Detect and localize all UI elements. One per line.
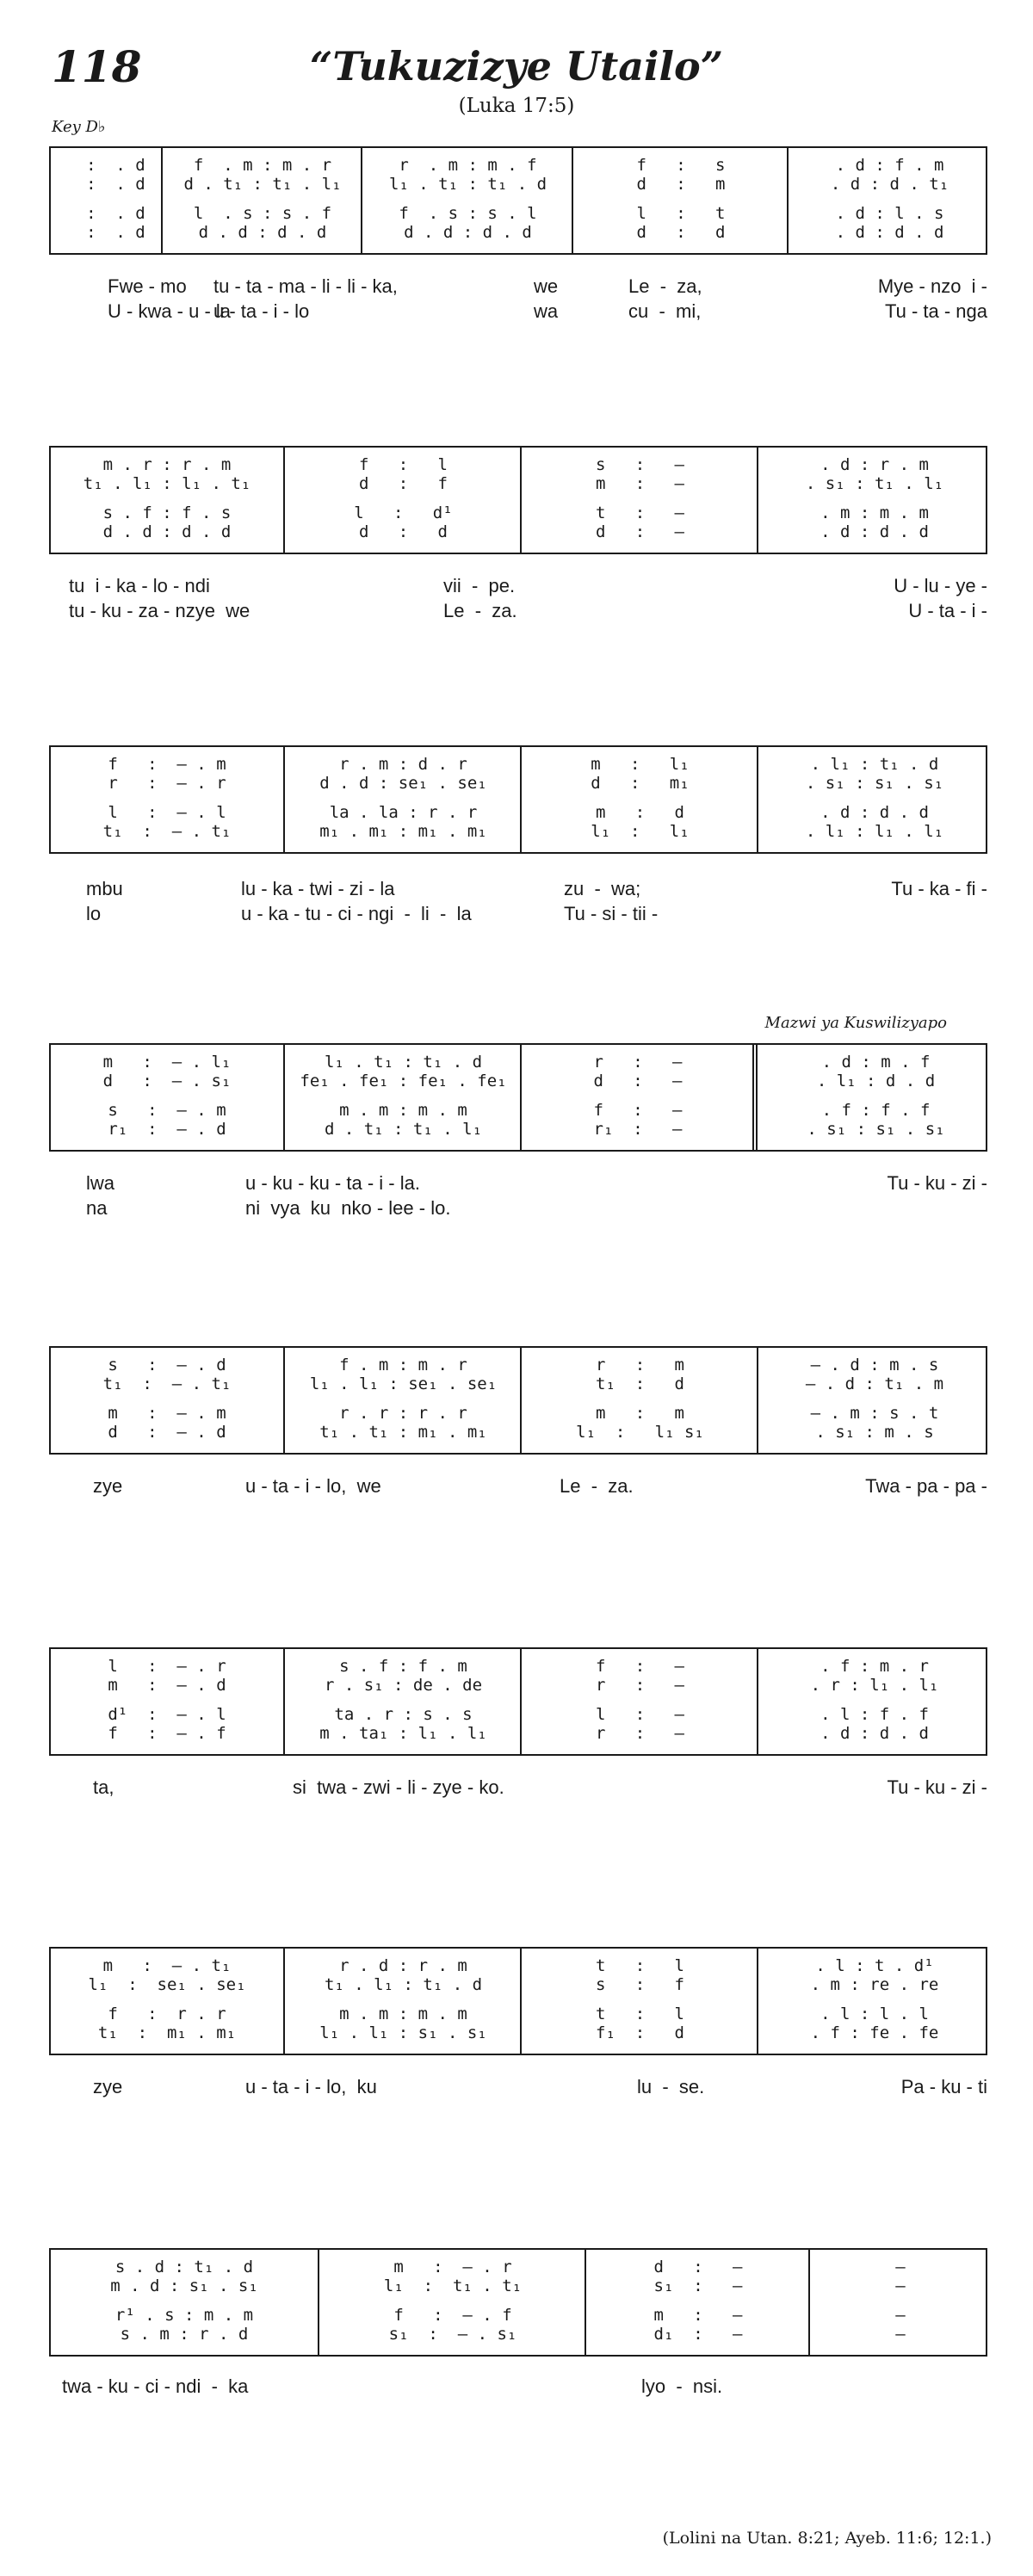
voice-part: m : d	[596, 803, 684, 822]
measure	[361, 148, 573, 253]
measure	[757, 448, 991, 553]
voice-part: t₁ : m₁ . m₁	[97, 2023, 237, 2042]
voice-part: . l : f . f	[820, 1705, 929, 1724]
voice-part: r₁ : – . d	[108, 1120, 226, 1139]
voice-part: d : d	[636, 223, 726, 242]
voice-part: l : – . l	[108, 803, 226, 822]
voice-part: d : —	[596, 522, 684, 541]
voice-part: . l₁ : d . d	[816, 1072, 936, 1090]
voice-part: l₁ . l₁ : s₁ . s₁	[319, 2023, 487, 2042]
lyric-segment: lu - se.	[637, 2076, 705, 2097]
voice-part: m . m : m . m	[339, 2005, 467, 2023]
lyric-segment: tu - ta - ma - li - li - ka,	[213, 275, 398, 297]
measure	[51, 2250, 318, 2355]
lyric-segment: u - ta - i - lo	[213, 300, 310, 322]
measure	[572, 148, 789, 253]
voice-part: . d : l . s	[835, 204, 944, 223]
lyric-segment: na	[86, 1197, 108, 1219]
measure	[520, 1348, 758, 1453]
verse-line	[0, 1473, 1033, 1499]
measure	[51, 148, 161, 253]
voice-part: m . r : r . m	[102, 455, 232, 474]
voice-part: . d : f . m	[835, 156, 944, 175]
voice-part: d : d	[359, 522, 448, 541]
voice-part: . l : t . d¹	[815, 1956, 934, 1975]
measure	[283, 1949, 522, 2054]
voice-part: f : l	[359, 455, 448, 474]
measure	[51, 1649, 283, 1754]
voice-part: f : r . r	[108, 2005, 226, 2023]
voice-part: r¹ . s : m . m	[114, 2306, 254, 2325]
verse-line	[0, 1195, 1033, 1221]
voice-part: . d : d . d	[820, 522, 929, 541]
lyric-segment: zye	[93, 1475, 123, 1497]
verse-line	[0, 2074, 1033, 2100]
voice-part: . f : m . r	[820, 1657, 929, 1676]
lyric-segment: ni vya ku nko - lee - lo.	[245, 1197, 451, 1219]
voice-part: . d : m . f	[821, 1053, 931, 1072]
voice-part: . d : d . t₁	[830, 175, 949, 194]
voice-part: . l₁ : t₁ . d	[810, 755, 939, 774]
voice-part: d : m	[636, 175, 726, 194]
measure	[520, 747, 758, 852]
voice-part: d . d : d . d	[198, 223, 327, 242]
voice-part: f . s : s . l	[399, 204, 537, 223]
lyric-segment: wa	[534, 300, 559, 322]
lyric-segment: U - ta - i -	[908, 600, 987, 621]
measure	[585, 2250, 810, 2355]
voice-part: m . ta₁ : l₁ . l₁	[319, 1724, 487, 1743]
voice-part: —	[895, 2258, 906, 2276]
voice-part: . s₁ : m . s	[815, 1423, 934, 1442]
lyric-segment: Le - za,	[628, 275, 702, 297]
voice-part: l₁ : se₁ . se₁	[88, 1975, 246, 1994]
music-system	[49, 1647, 987, 1756]
voice-part: m : – . m	[108, 1404, 226, 1423]
voice-part: r . r : r . r	[339, 1404, 467, 1423]
voice-part: fe₁ . fe₁ : fe₁ . fe₁	[300, 1072, 507, 1090]
voice-part: s : – . d	[108, 1356, 226, 1374]
lyric-segment: cu - mi,	[628, 300, 702, 322]
lyric-segment: Tu - ku - zi -	[887, 1172, 987, 1194]
voice-part: l₁ : l₁	[591, 822, 690, 841]
lyric-segment: twa - ku - ci - ndi - ka	[62, 2375, 249, 2397]
measure	[283, 1649, 522, 1754]
lyric-segment: zu - wa;	[564, 878, 641, 899]
voice-part: l₁ . t₁ : t₁ . d	[388, 175, 547, 194]
voice-part: l : – . r	[108, 1657, 226, 1676]
voice-part: t₁ : – . t₁	[102, 822, 232, 841]
voice-part: r . m : d . r	[339, 755, 467, 774]
lyric-segment: u - ka - tu - ci - ngi - li - la	[241, 903, 472, 924]
measure	[757, 1649, 991, 1754]
verse-line	[0, 299, 1033, 324]
voice-part: la . la : r . r	[329, 803, 478, 822]
voice-part: m₁ . m₁ : m₁ . m₁	[319, 822, 487, 841]
voice-part: r . m : m . f	[399, 156, 537, 175]
voice-part: m : – . t₁	[102, 1956, 232, 1975]
voice-part: f₁ : d	[596, 2023, 684, 2042]
lyric-segment: u - ta - i - lo, ku	[245, 2076, 377, 2097]
lyric-segment: si twa - zwi - li - zye - ko.	[293, 1776, 504, 1798]
lyric-segment: U - kwa - u - la	[108, 300, 232, 322]
music-system	[49, 1043, 987, 1152]
lyric-segment: u - ku - ku - ta - i - la.	[245, 1172, 420, 1194]
voice-part: r : m	[596, 1356, 684, 1374]
verse-line	[0, 2374, 1033, 2400]
voice-part: m : —	[653, 2306, 743, 2325]
voice-part: ta . r : s . s	[334, 1705, 473, 1724]
voice-part: t : l	[596, 1956, 684, 1975]
lyric-segment: Tu - ka - fi -	[891, 878, 987, 899]
voice-part: d : m₁	[591, 774, 690, 793]
verse-line	[0, 901, 1033, 927]
voice-part: m : – . l₁	[102, 1053, 232, 1072]
voice-part: – . m : s . t	[810, 1404, 939, 1423]
measure	[283, 1348, 522, 1453]
voice-part: —	[895, 2276, 906, 2295]
lyric-segment: Le - za.	[443, 600, 517, 621]
voice-part: t₁ . l₁ : l₁ . t₁	[83, 474, 251, 493]
voice-part: f : – . m	[108, 755, 226, 774]
voice-part: . d : r . m	[820, 455, 929, 474]
voice-part: d : – . s₁	[102, 1072, 232, 1090]
voice-part: m . m : m . m	[339, 1101, 467, 1120]
measure	[51, 1949, 283, 2054]
verse-line	[0, 1171, 1033, 1196]
voice-part: l₁ : l₁ s₁	[576, 1423, 704, 1442]
voice-part: . s₁ : s₁ . s₁	[807, 1120, 945, 1139]
voice-part: t : l	[596, 2005, 684, 2023]
measure	[757, 1348, 991, 1453]
music-system	[49, 1947, 987, 2055]
voice-part: l₁ : t₁ . t₁	[383, 2276, 523, 2295]
music-system	[49, 1346, 987, 1455]
voice-part: d . t₁ : t₁ . l₁	[183, 175, 342, 194]
lyric-segment: tu i - ka - lo - ndi	[69, 575, 210, 596]
voice-part: : . d	[66, 204, 145, 223]
measure	[757, 1949, 991, 2054]
voice-part: f : —	[596, 1657, 684, 1676]
voice-part: . m : m . m	[820, 503, 929, 522]
voice-part: d . d : d . d	[404, 223, 532, 242]
voice-part: f . m : m . r	[339, 1356, 467, 1374]
voice-part: t₁ . t₁ : m₁ . m₁	[319, 1423, 487, 1442]
lyric-segment: U - lu - ye -	[894, 575, 987, 596]
voice-part: . r : l₁ . l₁	[810, 1676, 939, 1695]
measure	[161, 148, 362, 253]
measure	[752, 1045, 994, 1150]
voice-part: d . t₁ : t₁ . l₁	[324, 1120, 483, 1139]
voice-part: l . s : s . f	[193, 204, 332, 223]
voice-part: t₁ : d	[596, 1374, 684, 1393]
voice-part: l : d¹	[354, 503, 453, 522]
voice-part: . f : fe . fe	[810, 2023, 939, 2042]
measure	[283, 1045, 522, 1150]
lyric-segment: Pa - ku - ti	[900, 2076, 987, 2097]
measure	[520, 448, 758, 553]
voice-part: —	[895, 2306, 906, 2325]
voice-part: m . d : s₁ . s₁	[110, 2276, 258, 2295]
measure	[520, 1649, 758, 1754]
lyric-segment: ta,	[93, 1776, 114, 1798]
voice-part: f : s	[636, 156, 726, 175]
voice-part: d₁ : —	[653, 2325, 743, 2344]
voice-part: r₁ : —	[593, 1120, 683, 1139]
measure	[520, 1949, 758, 2054]
voice-part: s : —	[596, 455, 684, 474]
hymn-number: 118	[52, 41, 142, 92]
lyric-segment: mbu	[86, 878, 123, 899]
verse-line	[0, 598, 1033, 624]
voice-part: s : – . m	[108, 1101, 226, 1120]
voice-part: d : – . d	[108, 1423, 226, 1442]
measure	[808, 2250, 991, 2355]
voice-part: . s₁ : t₁ . l₁	[805, 474, 944, 493]
voice-part: t : —	[596, 503, 684, 522]
lyric-segment: Tu - ku - zi -	[887, 1776, 987, 1798]
voice-part: r : —	[596, 1724, 684, 1743]
voice-part: m : – . r	[393, 2258, 512, 2276]
voice-part: . d : d . d	[835, 223, 944, 242]
voice-part: f : – . f	[393, 2306, 512, 2325]
measure	[787, 148, 991, 253]
measure	[51, 1348, 283, 1453]
voice-part: l : t	[636, 204, 726, 223]
voice-part: m : – . d	[108, 1676, 226, 1695]
voice-part: . l : l . l	[820, 2005, 929, 2023]
measure	[283, 747, 522, 852]
measure	[51, 1045, 283, 1150]
voice-part: : . d	[66, 175, 145, 194]
voice-part: s : f	[596, 1975, 684, 1994]
lyric-segment: Tu - si - tii -	[564, 903, 659, 924]
scripture-reference: (Luka 17:5)	[458, 95, 575, 117]
voice-part: . l₁ : l₁ . l₁	[805, 822, 944, 841]
lyric-segment: Twa - pa - pa -	[865, 1475, 987, 1497]
music-system	[49, 146, 987, 255]
lyric-segment: Fwe - mo	[108, 275, 187, 297]
measure	[757, 747, 991, 852]
voice-part: s . f : f . m	[339, 1657, 467, 1676]
voice-part: . f : f . f	[821, 1101, 931, 1120]
voice-part: d¹ : – . l	[108, 1705, 226, 1724]
voice-part: r . d : r . m	[339, 1956, 467, 1975]
lyrics-annotation: Mazwi ya Kuswilizyapo	[764, 1014, 947, 1032]
voice-part: r : —	[593, 1053, 683, 1072]
voice-part: d : —	[593, 1072, 683, 1090]
verse-line	[0, 274, 1033, 300]
hymn-title: “Tukuzizye Utailo”	[309, 43, 724, 90]
voice-part: l₁ . t₁ : t₁ . d	[324, 1053, 483, 1072]
lyric-segment: Tu - ta - nga	[884, 300, 987, 322]
voice-part: d . d : se₁ . se₁	[319, 774, 487, 793]
measure	[520, 1045, 754, 1150]
voice-part: t₁ . l₁ : t₁ . d	[324, 1975, 483, 1994]
voice-part: m : —	[596, 474, 684, 493]
voice-part: s₁ : – . s₁	[388, 2325, 517, 2344]
voice-part: m : m	[596, 1404, 684, 1423]
voice-part: r . s₁ : de . de	[324, 1676, 483, 1695]
lyric-segment: vii - pe.	[443, 575, 516, 596]
verse-line	[0, 1775, 1033, 1801]
voice-part: f : – . f	[108, 1724, 226, 1743]
voice-part: – . d : m . s	[810, 1356, 939, 1374]
voice-part: d : f	[359, 474, 448, 493]
measure	[51, 747, 283, 852]
voice-part: d : —	[653, 2258, 743, 2276]
lyric-segment: we	[534, 275, 559, 297]
voice-part: f : —	[593, 1101, 683, 1120]
music-system	[49, 745, 987, 854]
voice-part: r : —	[596, 1676, 684, 1695]
voice-part: s . f : f . s	[102, 503, 232, 522]
voice-part: t₁ : – . t₁	[102, 1374, 232, 1393]
voice-part: . s₁ : s₁ . s₁	[805, 774, 944, 793]
lyric-segment: lyo - nsi.	[641, 2375, 723, 2397]
measure	[283, 448, 522, 553]
voice-part: : . d	[66, 156, 145, 175]
lyric-segment: tu - ku - za - nzye we	[69, 600, 251, 621]
voice-part: : . d	[66, 223, 145, 242]
music-system	[49, 446, 987, 554]
measure	[318, 2250, 586, 2355]
lyric-segment: lo	[86, 903, 102, 924]
measure	[51, 448, 283, 553]
lyric-segment: Le - za.	[560, 1475, 634, 1497]
lyric-segment: lwa	[86, 1172, 115, 1194]
voice-part: l₁ . l₁ : se₁ . se₁	[309, 1374, 498, 1393]
voice-part: —	[895, 2325, 906, 2344]
voice-part: . d : d . d	[820, 803, 929, 822]
voice-part: l : —	[596, 1705, 684, 1724]
verse-line	[0, 876, 1033, 902]
voice-part: – . d : t₁ . m	[805, 1374, 944, 1393]
voice-part: r : – . r	[108, 774, 226, 793]
voice-part: . m : re . re	[810, 1975, 939, 1994]
music-system	[49, 2248, 987, 2357]
voice-part: s . d : t₁ . d	[114, 2258, 254, 2276]
voice-part: d . d : d . d	[102, 522, 232, 541]
voice-part: m : l₁	[591, 755, 690, 774]
key-signature: Key D♭	[52, 118, 106, 136]
footnote: (Lolini na Utan. 8:21; Ayeb. 11:6; 12:1.)	[662, 2529, 992, 2548]
lyric-segment: lu - ka - twi - zi - la	[241, 878, 395, 899]
lyric-segment: u - ta - i - lo, we	[245, 1475, 381, 1497]
lyric-segment: zye	[93, 2076, 123, 2097]
voice-part: . d : d . d	[820, 1724, 929, 1743]
voice-part: s . m : r . d	[120, 2325, 249, 2344]
voice-part: f . m : m . r	[193, 156, 332, 175]
voice-part: s₁ : —	[653, 2276, 743, 2295]
lyric-segment: Mye - nzo i -	[877, 275, 987, 297]
verse-line	[0, 573, 1033, 599]
